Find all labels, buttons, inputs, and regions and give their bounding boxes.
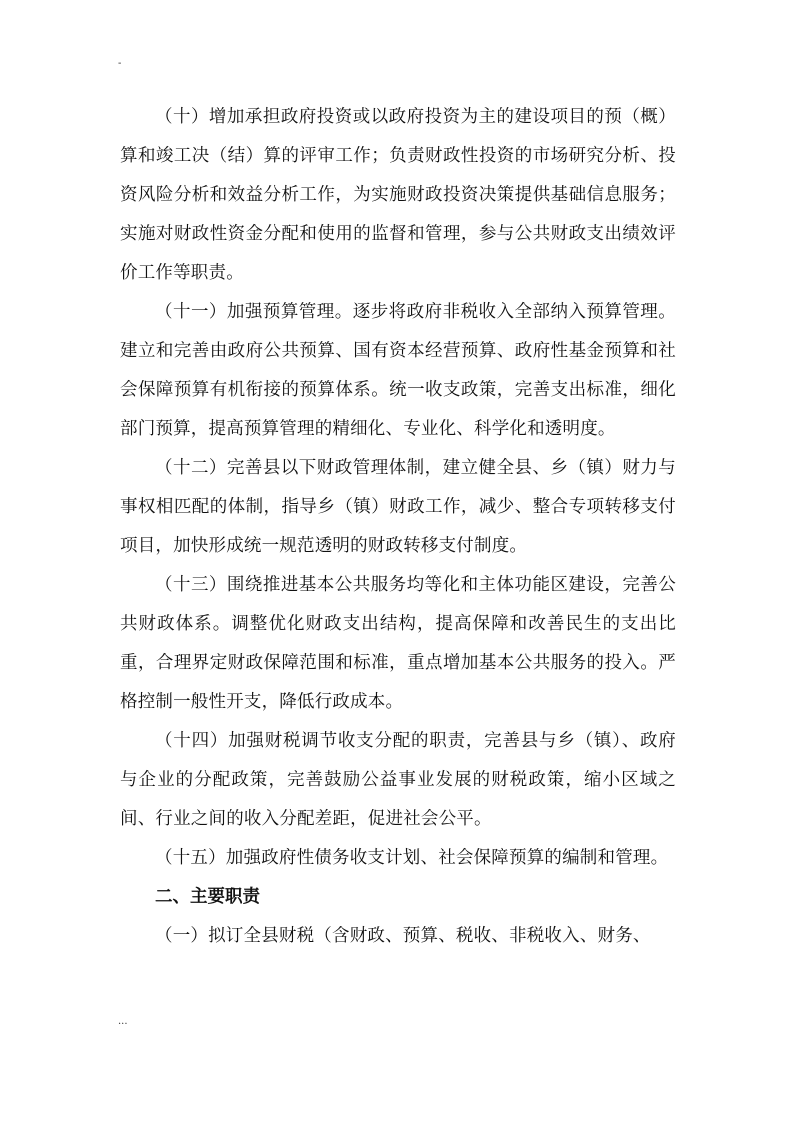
paragraph-duty-1: （一）拟订全县财税（含财政、预算、税收、非税收入、财务、 — [155, 926, 651, 946]
header-mark: - — [118, 58, 122, 69]
paragraph-item-10: （十）增加承担政府投资或以政府投资为主的建设项目的预（概）算和竣工决（结）算的评审工作；负责财政性投资的市场研究分析、投资风险分析和效益分析工作，为实施财政投资决策提供基础信息服务；实施对财政性资金分配和使用的监督和管理，参与公共财政支出绩效评价工作等职责。 — [120, 107, 676, 283]
paragraph-item-13: （十三）围绕推进基本公共服务均等化和主体功能区建设，完善公共财政体系。调整优化财政支出结构，提高保障和改善民生的支出比重，合理界定财政保障范围和标准，重点增加基本公共服务的投入。严格控制一般性开支，降低行政成本。 — [120, 575, 676, 712]
document-body — [120, 98, 676, 956]
paragraph-item-12: （十二）完善县以下财政管理体制，建立健全县、乡（镇）财力与事权相匹配的体制，指导乡（镇）财政工作，减少、整合专项转移支付项目，加快形成统一规范透明的财政转移支付制度。 — [120, 458, 676, 556]
paragraph-item-15: （十五）加强政府性债务收支计划、社会保障预算的编制和管理。 — [155, 848, 669, 868]
paragraph-item-11: （十一）加强预算管理。逐步将政府非税收入全部纳入预算管理。建立和完善由政府公共预算、国有资本经营预算、政府性基金预算和社会保障预算有机衔接的预算体系。统一收支政策，完善支出标准，细化部门预算，提高预算管理的精细化、专业化、科学化和透明度。 — [120, 302, 676, 439]
section-heading: 二、主要职责 — [155, 887, 260, 907]
paragraph-item-14: （十四）加强财税调节收支分配的职责，完善县与乡（镇）、政府与企业的分配政策，完善鼓励公益事业发展的财税政策，缩小区域之间、行业之间的收入分配差距，促进社会公平。 — [120, 731, 676, 829]
footer-mark: ... — [118, 1016, 128, 1027]
